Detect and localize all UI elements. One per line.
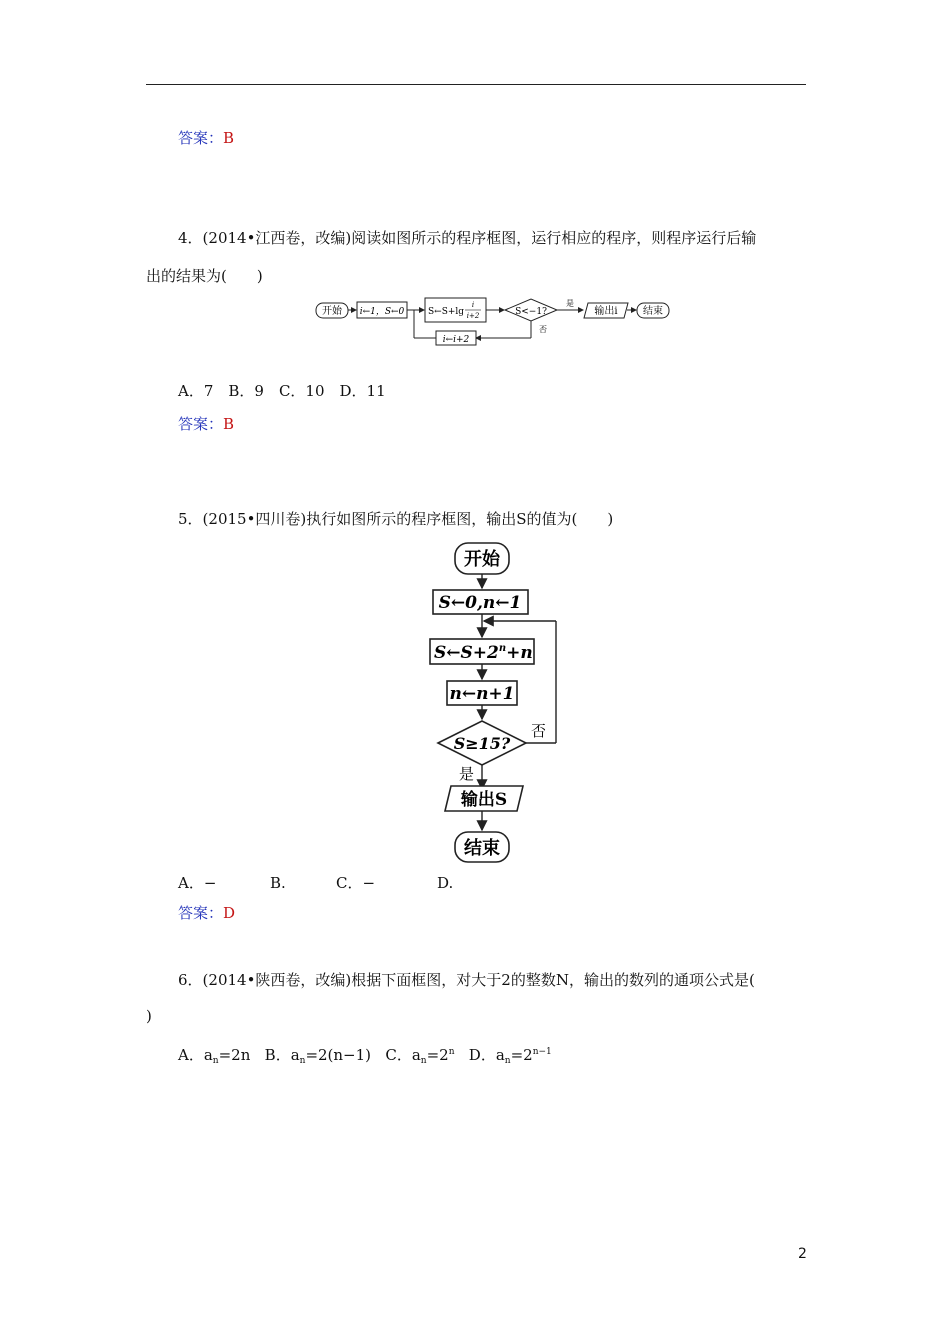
answer-label: 答案：: [178, 904, 224, 922]
opt-text: =2: [510, 1046, 533, 1064]
flow-update-den: i+2: [466, 312, 480, 320]
flow-yes-label: 是: [566, 299, 574, 308]
answer-label: 答案：: [178, 415, 224, 433]
q5-flowchart: [425, 537, 575, 867]
q6-stem-line1: 6．(2014•陕西卷，改编)根据下面框图，对大于2的整数N，输出的数列的通项公式是(: [178, 971, 755, 989]
flow-init-text: S←0,n←1: [438, 593, 522, 613]
flow-init-text: i←1，S←0: [359, 307, 405, 317]
opt-text: D．a: [468, 1046, 505, 1064]
flow-update-exp: n: [498, 643, 507, 654]
flow-no-label: 否: [531, 722, 547, 740]
flow-no-label: 否: [539, 325, 547, 334]
flow-output-text: 输出i: [594, 306, 618, 317]
opt-text: B．a: [264, 1046, 300, 1064]
q6-stem-line2: ): [146, 1007, 152, 1025]
q5-option-b: B.: [270, 874, 286, 892]
q3-answer: [178, 128, 234, 148]
q5-answer: [178, 903, 235, 923]
flow-cond-text: S≥15?: [453, 734, 511, 753]
opt-text: =2: [426, 1046, 449, 1064]
q6-option-a: [178, 1046, 250, 1064]
q5-option-a: A．−: [178, 874, 217, 892]
flow-incr-text: i←i+2: [442, 335, 470, 345]
q5-stem: 5．(2015•四川卷)执行如图所示的程序框图，输出S的值为( ): [178, 510, 614, 528]
opt-sub: n: [420, 1056, 427, 1066]
answer-value: D: [223, 904, 236, 922]
flow-end-text: 结束: [464, 838, 500, 859]
flow-start-text: 开始: [464, 549, 500, 570]
opt-sup: n: [448, 1047, 455, 1057]
flow-cond-text: S<−1?: [515, 307, 547, 317]
flow-update-num: i: [471, 301, 475, 309]
opt-sup: n−1: [532, 1047, 552, 1057]
q6-option-d: [469, 1046, 552, 1064]
q4-flowchart: [310, 292, 680, 348]
header-rule: [146, 84, 806, 85]
opt-sub: n: [212, 1056, 219, 1066]
flow-update-main: S←S+2: [434, 643, 499, 663]
q4-stem-line2: 出的结果为( ): [146, 267, 263, 285]
answer-value: B: [223, 415, 235, 433]
opt-text: A．a: [178, 1046, 213, 1064]
flow-update-text: [434, 643, 533, 663]
flow-incr-text: n←n+1: [449, 684, 515, 704]
flow-update-tail: +n: [506, 643, 533, 663]
opt-text: =2n: [218, 1046, 251, 1064]
flow-update-text: S←S+lg: [428, 307, 465, 317]
opt-sub: n: [504, 1056, 511, 1066]
answer-value: B: [223, 129, 235, 147]
answer-label: 答案：: [178, 129, 224, 147]
q5-option-d: D.: [437, 874, 454, 892]
flow-start-text: 开始: [322, 306, 342, 317]
q6-option-b: [265, 1046, 371, 1064]
flow-output-text: 输出S: [460, 790, 508, 810]
q4-options: A．7 B．9 C．10 D．11: [178, 382, 386, 400]
q4-answer: [178, 414, 234, 434]
flow-end-text: 结束: [643, 306, 663, 317]
opt-text: =2(n−1): [305, 1046, 372, 1064]
q6-option-c: [385, 1046, 454, 1064]
opt-text: C．a: [385, 1046, 421, 1064]
page-number: 2: [798, 1246, 807, 1262]
q4-stem-line1: 4．(2014•江西卷，改编)阅读如图所示的程序框图，运行相应的程序，则程序运行后输: [178, 229, 757, 247]
flow-yes-label: 是: [459, 765, 475, 783]
opt-sub: n: [299, 1056, 306, 1066]
q5-option-c: C．−: [336, 874, 376, 892]
q6-options: [178, 1042, 552, 1071]
